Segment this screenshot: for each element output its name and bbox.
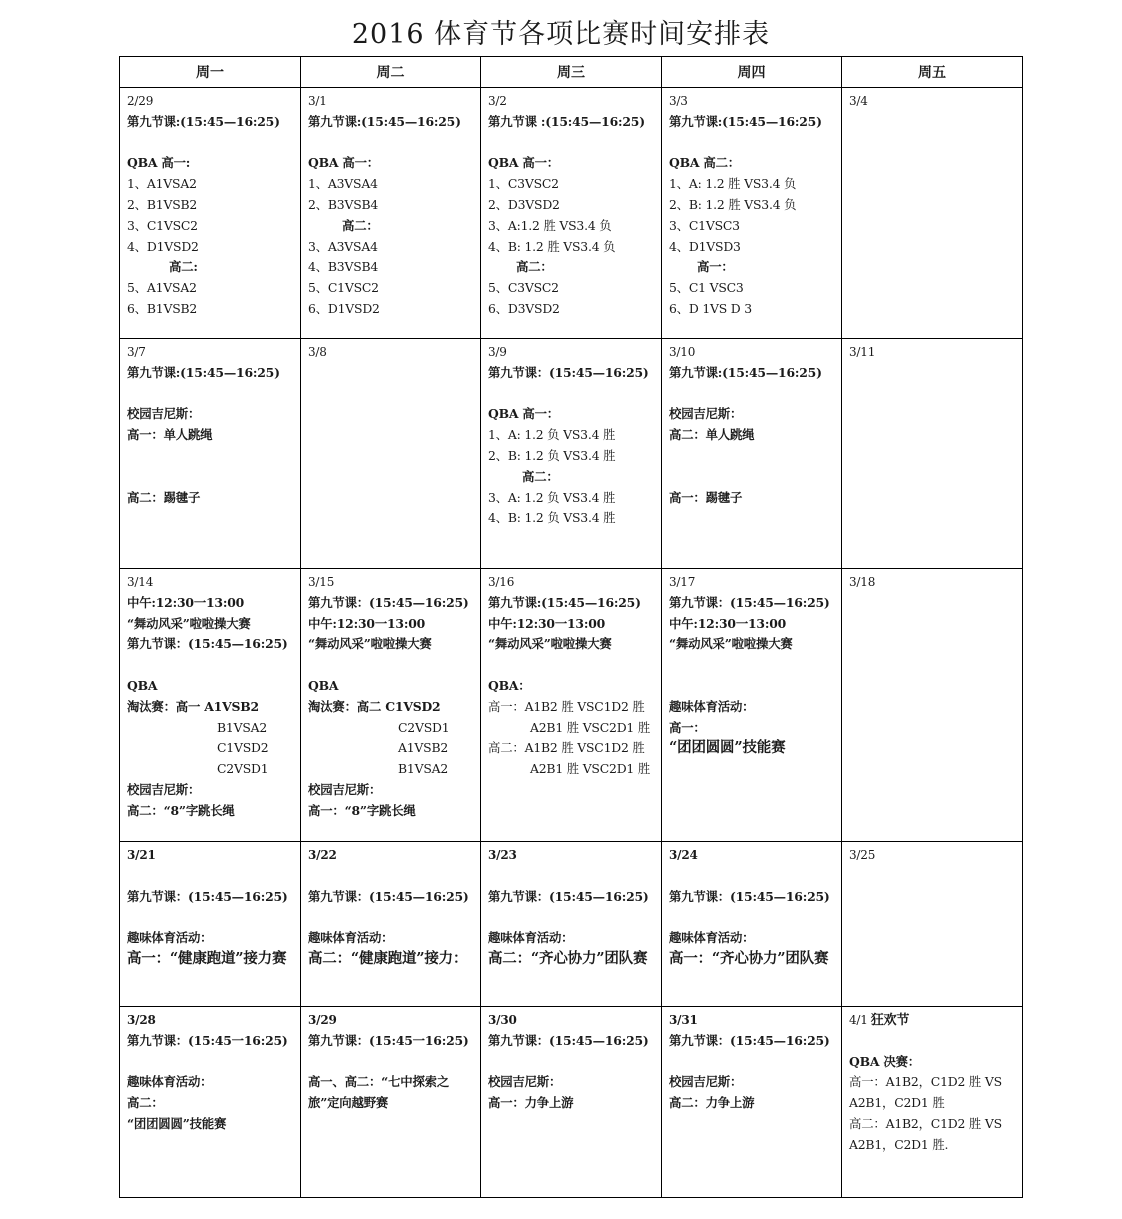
schedule-line: 3、C1VSC2 — [127, 217, 198, 233]
blank-line — [488, 1052, 658, 1073]
schedule-line: 高二：“8”字跳长绳 — [127, 802, 235, 818]
schedule-line: 4、D1VSD3 — [669, 238, 741, 254]
schedule-line: 2、D3VSD2 — [488, 196, 560, 212]
schedule-line: 高二： — [522, 468, 559, 484]
schedule-line: QBA 高二： — [669, 155, 740, 171]
header-tue: 周二 — [301, 57, 481, 88]
day-cell-fri — [842, 1007, 1023, 1198]
day-cell-mon — [120, 339, 301, 569]
cell-date: 2/29 — [127, 94, 154, 108]
cell-date: 3/22 — [308, 848, 337, 862]
schedule-line: 高一：“健康跑道”接力赛 — [127, 949, 287, 967]
schedule-line: 5、C1VSC2 — [308, 280, 379, 296]
schedule-line: 3、A:1.2 胜 VS3.4 负 — [488, 217, 612, 233]
schedule-line: 第九节课：(15:45—16:25) — [308, 594, 469, 610]
schedule-line: QBA — [127, 677, 158, 693]
day-cell-thu — [662, 569, 842, 842]
schedule-line: 校园吉尼斯： — [669, 1074, 743, 1090]
blank-line — [669, 133, 838, 154]
schedule-line: 校园吉尼斯： — [669, 406, 743, 422]
schedule-line: 高一： — [669, 719, 706, 735]
schedule-line: 第九节课:(15:45—16:25) — [308, 113, 461, 129]
cell-date: 3/15 — [308, 575, 335, 589]
schedule-line: 中午:12:30一13:00 — [488, 615, 606, 631]
schedule-line: 第九节课：(15:45—16:25) — [669, 1032, 830, 1048]
blank-line — [308, 655, 477, 676]
cell-date: 3/31 — [669, 1013, 698, 1027]
cell-date: 3/24 — [669, 848, 698, 862]
schedule-line: 趣味体育活动： — [127, 930, 213, 946]
blank-line — [127, 655, 297, 676]
schedule-line: “舞动风采”啦啦操大赛 — [127, 615, 251, 631]
schedule-line: B1VSA2 — [398, 761, 449, 777]
schedule-line: 趣味体育活动： — [669, 698, 755, 714]
schedule-line: 高一：A1B2 胜 VSC1D2 胜 — [488, 698, 645, 714]
schedule-line: 6、D 1VS D 3 — [669, 300, 752, 316]
schedule-line: 中午:12:30一13:00 — [308, 615, 426, 631]
schedule-line: 第九节课：(15:45—16:25) — [488, 1032, 649, 1048]
schedule-line: 第九节课 :(15:45—16:25) — [488, 113, 645, 129]
schedule-line: 高二：“健康跑道”接力： — [308, 949, 468, 967]
weekday-header-row — [120, 57, 1023, 88]
cell-date: 3/4 — [849, 94, 868, 108]
schedule-line: 3、A: 1.2 负 VS3.4 胜 — [488, 489, 616, 505]
schedule-line: 高一：“8”字跳长绳 — [308, 802, 416, 818]
schedule-line: 中午:12:30一13:00 — [127, 594, 245, 610]
schedule-line: 高一、高二：“七中探索之旅”定向越野赛 — [308, 1074, 450, 1111]
day-cell-tue — [301, 842, 481, 1007]
schedule-line: QBA 决赛： — [849, 1053, 920, 1069]
day-cell-fri — [842, 569, 1023, 842]
schedule-line: 第九节课：(15:45一16:25) — [308, 1032, 469, 1048]
blank-line — [308, 907, 477, 928]
blank-line — [669, 446, 838, 467]
schedule-line: 高一：A1B2，C1D2 胜 VS A2B1，C2D1 胜 — [849, 1074, 1002, 1111]
cell-date: 3/21 — [127, 848, 156, 862]
day-cell-wed — [481, 339, 662, 569]
cell-date: 3/29 — [308, 1013, 337, 1027]
schedule-line: 2、B1VSB2 — [127, 196, 198, 212]
schedule-line: 中午:12:30一13:00 — [669, 615, 787, 631]
schedule-line: 高一：单人跳绳 — [127, 427, 213, 443]
day-cell-thu — [662, 339, 842, 569]
schedule-line: 第九节课：(15:45—16:25) — [488, 888, 649, 904]
schedule-line: 6、D3VSD2 — [488, 300, 560, 316]
day-cell-mon — [120, 569, 301, 842]
day-cell-wed — [481, 88, 662, 339]
cell-date: 3/11 — [849, 345, 876, 359]
cell-date: 3/23 — [488, 848, 517, 862]
schedule-line: C2VSD1 — [217, 761, 269, 777]
schedule-table — [119, 56, 1023, 1198]
cell-date: 3/16 — [488, 575, 515, 589]
day-cell-mon — [120, 842, 301, 1007]
schedule-line: 4、B: 1.2 胜 VS3.4 负 — [488, 238, 616, 254]
blank-line — [669, 384, 838, 405]
schedule-line: 校园吉尼斯： — [127, 406, 201, 422]
blank-line — [127, 1052, 297, 1073]
week-row — [120, 842, 1023, 1007]
cell-date: 3/14 — [127, 575, 154, 589]
blank-line — [308, 133, 477, 154]
blank-line — [488, 655, 658, 676]
schedule-line: 高一： — [697, 259, 734, 275]
schedule-line: 3、A3VSA4 — [308, 238, 378, 254]
cell-date: 3/18 — [849, 575, 876, 589]
day-cell-mon — [120, 1007, 301, 1198]
blank-line — [127, 133, 297, 154]
header-fri: 周五 — [842, 57, 1023, 88]
schedule-line: 高二：A1B2，C1D2 胜 VS A2B1，C2D1 胜. — [849, 1115, 1002, 1152]
cell-date: 3/8 — [308, 345, 327, 359]
blank-line — [127, 866, 297, 887]
blank-line — [669, 655, 838, 676]
day-cell-mon — [120, 88, 301, 339]
schedule-line: 第九节课:(15:45—16:25) — [127, 113, 280, 129]
schedule-line: 第九节课:(15:45—16:25) — [127, 364, 280, 380]
day-cell-tue — [301, 569, 481, 842]
week-row — [120, 569, 1023, 842]
cell-date: 3/28 — [127, 1013, 156, 1027]
schedule-line: 6、B1VSB2 — [127, 300, 198, 316]
day-cell-wed — [481, 842, 662, 1007]
day-cell-fri — [842, 842, 1023, 1007]
day-cell-fri — [842, 88, 1023, 339]
schedule-line: 第九节课：(15:45—16:25) — [669, 888, 830, 904]
header-thu: 周四 — [662, 57, 842, 88]
schedule-line: 4、D1VSD2 — [127, 238, 199, 254]
schedule-line: 高二：“齐心协力”团队赛 — [488, 949, 648, 967]
schedule-line: 高二： — [342, 217, 379, 233]
schedule-line: C1VSD2 — [217, 740, 269, 756]
day-cell-wed — [481, 1007, 662, 1198]
schedule-line: 趣味体育活动： — [127, 1074, 213, 1090]
schedule-line: 趣味体育活动： — [669, 930, 755, 946]
schedule-line: 1、A: 1.2 胜 VS3.4 负 — [669, 176, 797, 192]
schedule-line: QBA 高一： — [488, 406, 559, 422]
week-row — [120, 88, 1023, 339]
week-row — [120, 339, 1023, 569]
day-cell-tue — [301, 88, 481, 339]
cell-date: 3/25 — [849, 848, 876, 862]
blank-line — [849, 1031, 1019, 1052]
schedule-line: A1VSB2 — [398, 740, 449, 756]
schedule-line: 校园吉尼斯： — [308, 781, 382, 797]
cell-date-label: 狂欢节 — [870, 1013, 910, 1028]
schedule-line: 4、B3VSB4 — [308, 259, 379, 275]
blank-line — [308, 866, 477, 887]
blank-line — [669, 676, 838, 697]
week-row — [120, 1007, 1023, 1198]
schedule-line: 5、A1VSA2 — [127, 280, 197, 296]
schedule-line: 3、C1VSC3 — [669, 217, 740, 233]
schedule-line: 4、B: 1.2 负 VS3.4 胜 — [488, 510, 616, 526]
schedule-line: 校园吉尼斯： — [127, 781, 201, 797]
schedule-line: 1、C3VSC2 — [488, 176, 559, 192]
cell-date: 3/3 — [669, 94, 688, 108]
blank-line — [127, 446, 297, 467]
schedule-line: 5、C3VSC2 — [488, 280, 559, 296]
cell-date: 4/1 — [849, 1013, 868, 1027]
blank-line — [308, 1052, 477, 1073]
page-title: 2016 体育节各项比赛时间安排表 — [351, 19, 771, 50]
schedule-line: A2B1 胜 VSC2D1 胜 — [530, 719, 651, 735]
schedule-line: “舞动风采”啦啦操大赛 — [669, 636, 793, 652]
blank-line — [669, 907, 838, 928]
blank-line — [488, 133, 658, 154]
schedule-line: 校园吉尼斯： — [488, 1074, 562, 1090]
day-cell-tue — [301, 1007, 481, 1198]
day-cell-tue — [301, 339, 481, 569]
schedule-line: 第九节课：(15:45一16:25) — [127, 1032, 288, 1048]
cell-date: 3/7 — [127, 345, 146, 359]
schedule-line: 高二: — [169, 259, 198, 275]
schedule-line: 第九节课：(15:45—16:25) — [127, 636, 288, 652]
schedule-line: 高一：力争上游 — [488, 1095, 574, 1111]
cell-date: 3/2 — [488, 94, 507, 108]
schedule-line: “团团圆圆”技能赛 — [127, 1115, 227, 1131]
schedule-line: 6、D1VSD2 — [308, 300, 380, 316]
schedule-line: 高二：力争上游 — [669, 1095, 755, 1111]
schedule-line: 趣味体育活动： — [308, 930, 394, 946]
schedule-line: 高二：A1B2 胜 VSC1D2 胜 — [488, 740, 645, 756]
day-cell-thu — [662, 88, 842, 339]
schedule-line: 5、C1 VSC3 — [669, 280, 744, 296]
schedule-line: 淘汰赛：高一 A1VSB2 — [127, 698, 259, 714]
schedule-line: 1、A1VSA2 — [127, 176, 197, 192]
schedule-line: QBA 高一: — [127, 155, 191, 171]
day-cell-thu — [662, 842, 842, 1007]
schedule-line: 2、B: 1.2 负 VS3.4 胜 — [488, 447, 616, 463]
schedule-line: 高二： — [516, 259, 553, 275]
schedule-line: 淘汰赛：高二 C1VSD2 — [308, 698, 441, 714]
schedule-line: 第九节课：(15:45—16:25) — [669, 594, 830, 610]
schedule-line: 第九节课：(15:45—16:25) — [127, 888, 288, 904]
schedule-line: “舞动风采”啦啦操大赛 — [488, 636, 612, 652]
schedule-line: 第九节课：(15:45—16:25) — [488, 364, 649, 380]
blank-line — [488, 866, 658, 887]
cell-date: 3/10 — [669, 345, 696, 359]
schedule-line: 高一：“齐心协力”团队赛 — [669, 949, 829, 967]
blank-line — [669, 467, 838, 488]
blank-line — [127, 467, 297, 488]
schedule-line: 高二：踢毽子 — [127, 489, 201, 505]
day-cell-wed — [481, 569, 662, 842]
blank-line — [669, 1052, 838, 1073]
blank-line — [488, 907, 658, 928]
schedule-line: 趣味体育活动： — [488, 930, 574, 946]
schedule-line: QBA： — [488, 677, 531, 693]
schedule-line: 第九节课:(15:45—16:25) — [488, 594, 641, 610]
schedule-line: 第九节课:(15:45—16:25) — [669, 364, 822, 380]
schedule-line: C2VSD1 — [398, 719, 450, 735]
cell-date: 3/17 — [669, 575, 696, 589]
schedule-line: QBA — [308, 677, 339, 693]
schedule-line: 1、A3VSA4 — [308, 176, 378, 192]
schedule-line: QBA 高一： — [308, 155, 379, 171]
schedule-line: QBA 高一： — [488, 155, 559, 171]
header-wed: 周三 — [481, 57, 662, 88]
cell-date: 3/30 — [488, 1013, 517, 1027]
schedule-line: 高二：单人跳绳 — [669, 427, 755, 443]
schedule-line: 第九节课:(15:45—16:25) — [669, 113, 822, 129]
blank-line — [488, 384, 658, 405]
schedule-line: 2、B: 1.2 胜 VS3.4 负 — [669, 196, 797, 212]
schedule-line: 高一：踢毽子 — [669, 489, 743, 505]
schedule-line: B1VSA2 — [217, 719, 268, 735]
blank-line — [127, 384, 297, 405]
blank-line — [127, 907, 297, 928]
schedule-line: “团团圆圆”技能赛 — [669, 739, 786, 757]
day-cell-thu — [662, 1007, 842, 1198]
schedule-line: “舞动风采”啦啦操大赛 — [308, 636, 432, 652]
schedule-line: 高二： — [127, 1095, 164, 1111]
cell-date: 3/9 — [488, 345, 507, 359]
schedule-line: 2、B3VSB4 — [308, 196, 379, 212]
schedule-line: 第九节课：(15:45—16:25) — [308, 888, 469, 904]
schedule-line: 1、A: 1.2 负 VS3.4 胜 — [488, 427, 616, 443]
header-mon: 周一 — [120, 57, 301, 88]
day-cell-fri — [842, 339, 1023, 569]
cell-date: 3/1 — [308, 94, 327, 108]
schedule-line: A2B1 胜 VSC2D1 胜 — [530, 761, 651, 777]
blank-line — [669, 866, 838, 887]
